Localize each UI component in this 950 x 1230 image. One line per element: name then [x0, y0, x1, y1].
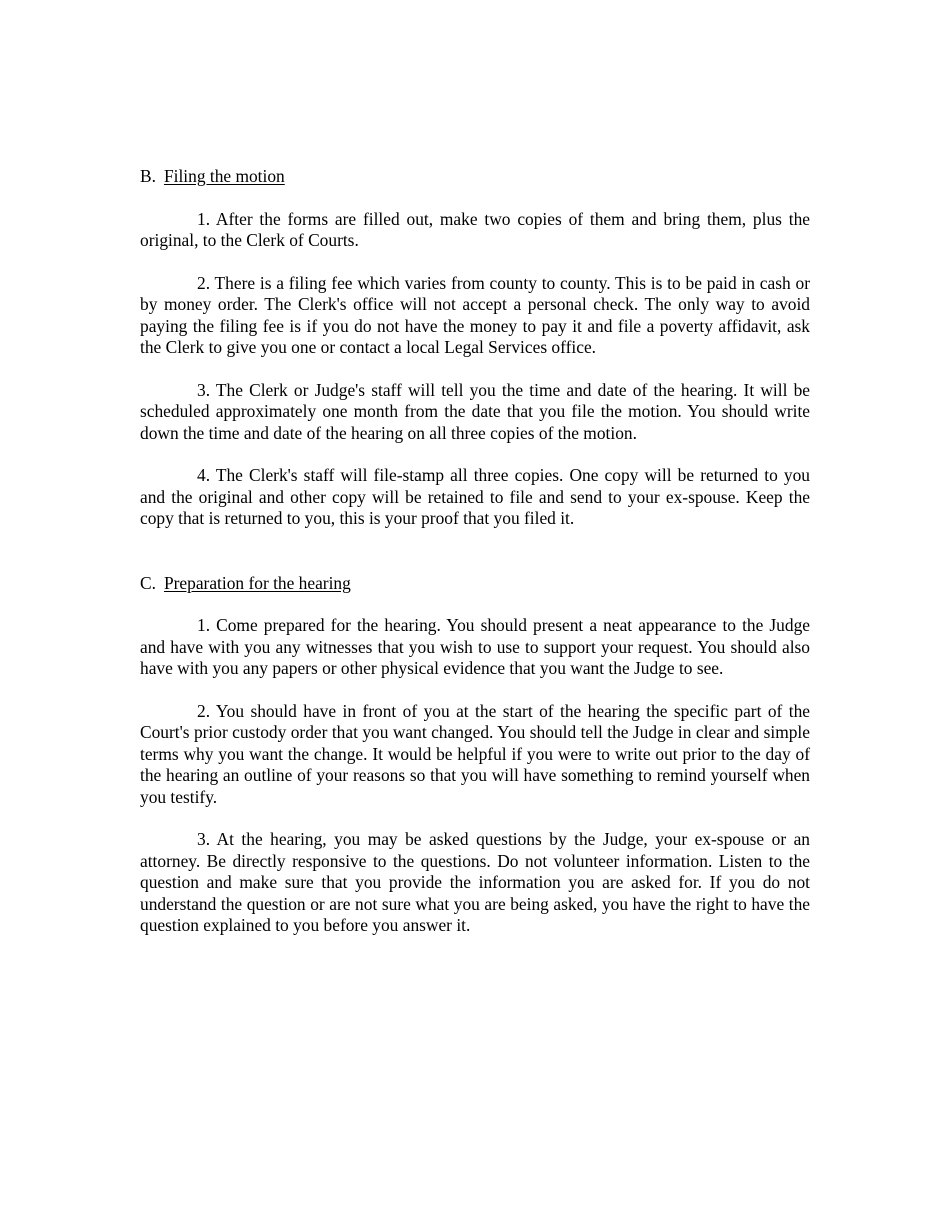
section-letter: C.	[140, 572, 156, 593]
section-preparation-for-hearing	[140, 573, 810, 937]
paragraph-item: 2. There is a filing fee which varies from county to county. This is to be paid in cash or by money order. The Clerk's office will not accept a personal check. The only way to avoid paying the filing fee is if you do not have the money to pay it and file a poverty affidavit, ask the Clerk to give you one or contact a local Legal Services office.	[140, 272, 810, 357]
section-letter: B.	[140, 166, 156, 186]
paragraph-item: 4. The Clerk's staff will file-stamp all three copies. One copy will be returned to you and the original and other copy will be retained to file and send to your ex-spouse. Keep the copy that is returned to you, this is your proof that you filed it.	[140, 465, 810, 528]
paragraph-item: 1. After the forms are filled out, make two copies of them and bring them, plus the original, to the Clerk of Courts.	[140, 208, 810, 250]
section-title: Preparation for the hearing	[163, 572, 351, 593]
section-heading	[140, 573, 810, 595]
section-title: Filing the motion	[163, 166, 285, 186]
paragraph-item: 2. You should have in front of you at the start of the hearing the specific part of the Court's prior custody order that you want changed. You should tell the Judge in clear and simple terms why you want the change. It would be helpful if you were to write out prior to the day of the hearing an outline of your reasons so that you will have something to remind yourself when you testify.	[140, 700, 810, 807]
section-filing-the-motion	[140, 166, 810, 530]
section-heading	[140, 166, 810, 188]
paragraph-item: 1. Come prepared for the hearing. You should present a neat appearance to the Judge and have with you any witnesses that you wish to use to support your request. You should also have with you any papers or other physical evidence that you want the Judge to see.	[140, 615, 810, 678]
paragraph-item: 3. The Clerk or Judge's staff will tell you the time and date of the hearing. It will be scheduled approximately one month from the date that you file the motion. You should write down the time and date of the hearing on all three copies of the motion.	[140, 379, 810, 443]
paragraph-item: 3. At the hearing, you may be asked questions by the Judge, your ex-spouse or an attorney. Be directly responsive to the questions. Do not volunteer information. Listen to the question and make sure that you provide the information you are asked for. If you do not understand the question or are not sure what you are being asked, you have the right to have the question explained to you before you answer it.	[140, 829, 810, 935]
document-page	[140, 166, 810, 937]
